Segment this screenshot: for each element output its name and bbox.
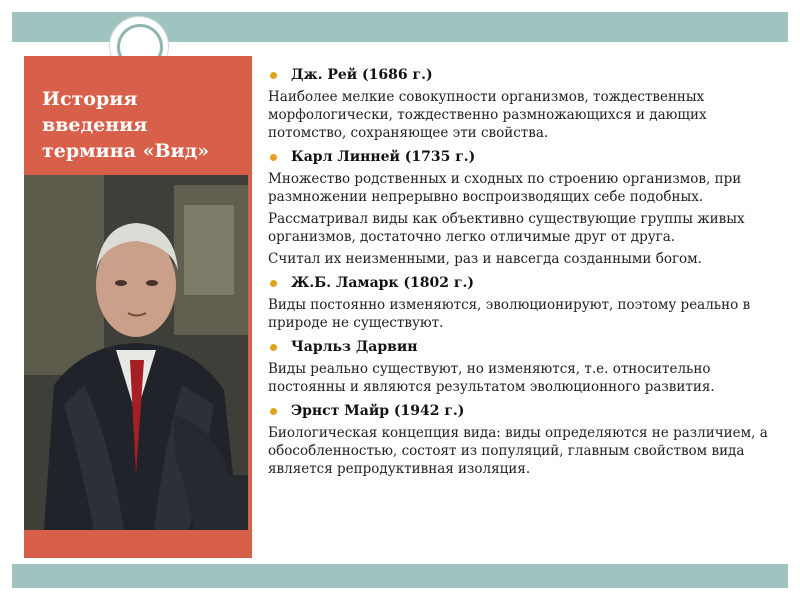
list-item <box>268 272 776 332</box>
item-paragraph: Наиболее мелкие совокупности организмов, тождественных морфологически, тождественно размножающихся и дающих потомство, сохраняющее эти свойства. <box>268 89 707 141</box>
heading-text: Эрнст Майр (1942 г.) <box>291 403 465 419</box>
item-paragraph: Рассматривал виды как объективно существующие группы живых организмов, достаточно легко отличимые друг от друга. <box>268 211 745 245</box>
portrait-illustration <box>24 175 248 530</box>
portrait-photo <box>24 175 248 530</box>
title-line: термина «Вид» <box>42 140 210 162</box>
item-paragraph: Считал их неизменными, раз и навсегда созданными богом. <box>268 251 702 267</box>
content-list <box>268 62 776 482</box>
heading-text: Карл Линней (1735 г.) <box>291 149 476 165</box>
title-line: введения <box>42 114 148 136</box>
heading-text: Ж.Б. Ламарк (1802 г.) <box>291 275 474 291</box>
bottom-decor-bar <box>12 564 788 588</box>
list-item <box>268 400 776 478</box>
item-heading <box>268 336 776 358</box>
list-item <box>268 336 776 396</box>
item-paragraph: Виды постоянно изменяются, эволюционируют, поэтому реально в природе не существуют. <box>268 297 751 331</box>
item-paragraph: Множество родственных и сходных по строению организмов, при размножении непрерывно воспроизводящих себе подобных. <box>268 171 742 205</box>
title-line: История <box>42 88 138 110</box>
bullet-icon <box>270 408 277 415</box>
heading-text: Чарльз Дарвин <box>291 339 418 355</box>
item-heading <box>268 272 776 294</box>
list-item <box>268 64 776 142</box>
item-heading <box>268 400 776 422</box>
bullet-icon <box>270 72 277 79</box>
bullet-icon <box>270 280 277 287</box>
item-heading <box>268 64 776 86</box>
slide-title <box>42 86 242 164</box>
bullet-icon <box>270 154 277 161</box>
list-item <box>268 146 776 268</box>
heading-text: Дж. Рей (1686 г.) <box>291 67 433 83</box>
item-paragraph: Виды реально существуют, но изменяются, т.е. относительно постоянны и являются результатом эволюционного развития. <box>268 361 715 395</box>
item-heading <box>268 146 776 168</box>
item-paragraph: Биологическая концепция вида: виды определяются не различием, а обособленностью, состоят из популяций, главным свойством вида является репродуктивная изоляция. <box>268 425 768 477</box>
bullet-icon <box>270 344 277 351</box>
